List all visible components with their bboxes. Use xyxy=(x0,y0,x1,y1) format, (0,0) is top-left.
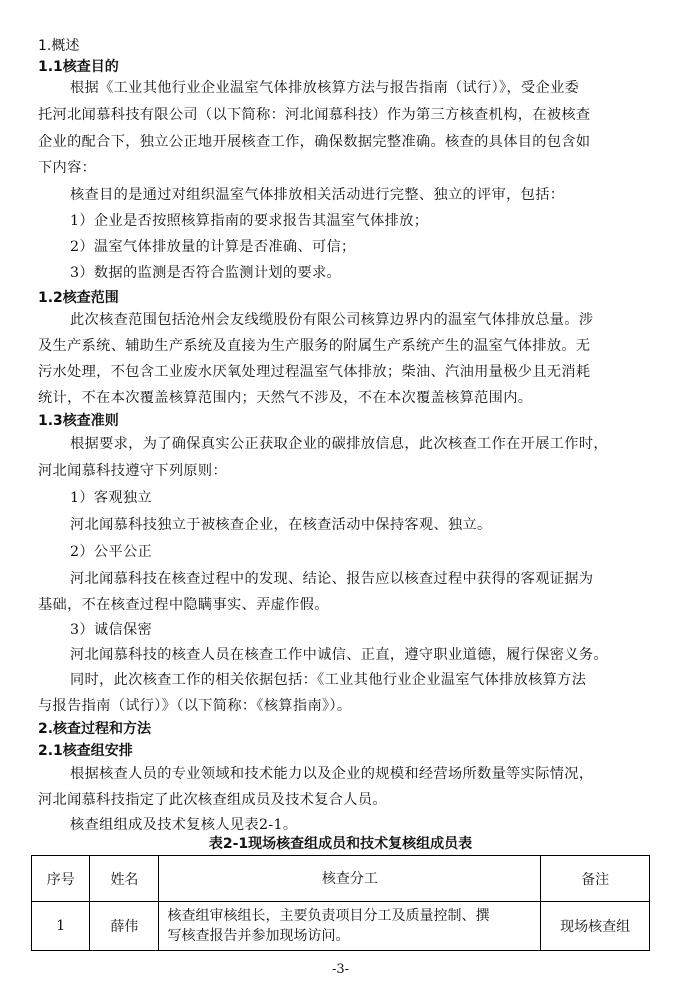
paragraph-line: 污水处理，不包含工业废水厌氧处理过程温室气体排放；柴油、汽油用量极少且无消耗 xyxy=(38,364,591,380)
paragraph-line: 根据《工业其他行业企业温室气体排放核算方法与报告指南（试行）》，受企业委 xyxy=(70,80,580,96)
list-item: 1）客观独立 xyxy=(70,490,153,506)
section-1-2-heading: 1.2核查范围 xyxy=(38,290,119,306)
header-note: 备注 xyxy=(541,856,650,902)
section-1-3-heading: 1.3核查准则 xyxy=(38,413,119,429)
list-item: 2）温室气体排放量的计算是否准确、可信； xyxy=(70,239,356,255)
paragraph-line: 下内容： xyxy=(38,160,97,176)
header-name: 姓名 xyxy=(90,856,159,902)
list-item: 3）数据的监测是否符合监测计划的要求。 xyxy=(70,265,342,281)
page-number: -3- xyxy=(331,962,350,977)
section-2-1-heading: 2.1核查组安排 xyxy=(38,743,133,759)
table-header-row xyxy=(32,856,650,902)
paragraph-line: 托河北闻慕科技有限公司（以下简称：河北闻慕科技）作为第三方核查机构，在被核查 xyxy=(38,107,591,123)
paragraph-line: 根据核查人员的专业领域和技术能力以及企业的规模和经营场所数量等实际情况， xyxy=(70,766,594,782)
cell-duty xyxy=(159,902,541,951)
list-item: 2）公平公正 xyxy=(70,544,153,560)
cell-duty-line: 写核查报告并参加现场访问。 xyxy=(167,928,350,944)
cell-duty-line: 核查组审核组长，主要负责项目分工及质量控制、撰 xyxy=(167,908,490,924)
paragraph-line: 核查目的是通过对组织温室气体排放相关活动进行完整、独立的评审，包括： xyxy=(70,187,565,203)
table-row xyxy=(32,902,650,951)
section-1-1-heading: 1.1核查目的 xyxy=(38,59,119,75)
paragraph-line: 河北闻慕科技独立于被核查企业，在核查活动中保持客观、独立。 xyxy=(70,517,492,533)
paragraph-line: 核查组组成及技术复核人见表2-1。 xyxy=(70,817,298,833)
paragraph-line: 统计，不在本次覆盖核算范围内；天然气不涉及，不在本次覆盖核算范围内。 xyxy=(38,390,533,406)
paragraph-line: 河北闻慕科技指定了此次核查组成员及技术复合人员。 xyxy=(38,792,387,808)
cell-note: 现场核查组 xyxy=(541,902,650,951)
section-1-heading: 1.概述 xyxy=(38,38,80,54)
cell-no: 1 xyxy=(32,902,90,951)
table-caption: 表2-1现场核查组成员和技术复核组成员表 xyxy=(208,836,473,852)
paragraph-line: 企业的配合下，独立公正地开展核查工作，确保数据完整准确。核查的具体目的包含如 xyxy=(38,134,591,150)
paragraph-line: 与报告指南（试行）》（以下简称：《核算指南》）。 xyxy=(38,698,352,714)
paragraph-line: 根据要求，为了确保真实公正获取企业的碳排放信息，此次核查工作在开展工作时， xyxy=(70,436,608,452)
paragraph-line: 河北闻慕科技在核查过程中的发现、结论、报告应以核查过程中获得的客观证据为 xyxy=(70,571,594,587)
header-no: 序号 xyxy=(32,856,90,902)
list-item: 1）企业是否按照核算指南的要求报告其温室气体排放； xyxy=(70,213,429,229)
cell-name: 薛伟 xyxy=(90,902,159,951)
section-2-heading: 2.核查过程和方法 xyxy=(38,721,152,737)
list-item: 3）诚信保密 xyxy=(70,622,153,638)
paragraph-line: 此次核查范围包括沧州会友线缆股份有限公司核算边界内的温室气体排放总量。涉 xyxy=(70,312,594,328)
header-duty: 核查分工 xyxy=(159,856,541,902)
paragraph-line: 基础，不在核查过程中隐瞒事实、弄虚作假。 xyxy=(38,597,329,613)
paragraph-line: 同时，此次核查工作的相关依据包括：《工业其他行业企业温室气体排放核算方法 xyxy=(70,672,587,688)
paragraph-line: 及生产系统、辅助生产系统及直接为生产服务的附属生产系统产生的温室气体排放。无 xyxy=(38,338,591,354)
team-members-table xyxy=(31,855,650,951)
paragraph-line: 河北闻慕科技遵守下列原则： xyxy=(38,463,227,479)
paragraph-line: 河北闻慕科技的核查人员在核查工作中诚信、正直，遵守职业道德，履行保密义务。 xyxy=(70,647,608,663)
